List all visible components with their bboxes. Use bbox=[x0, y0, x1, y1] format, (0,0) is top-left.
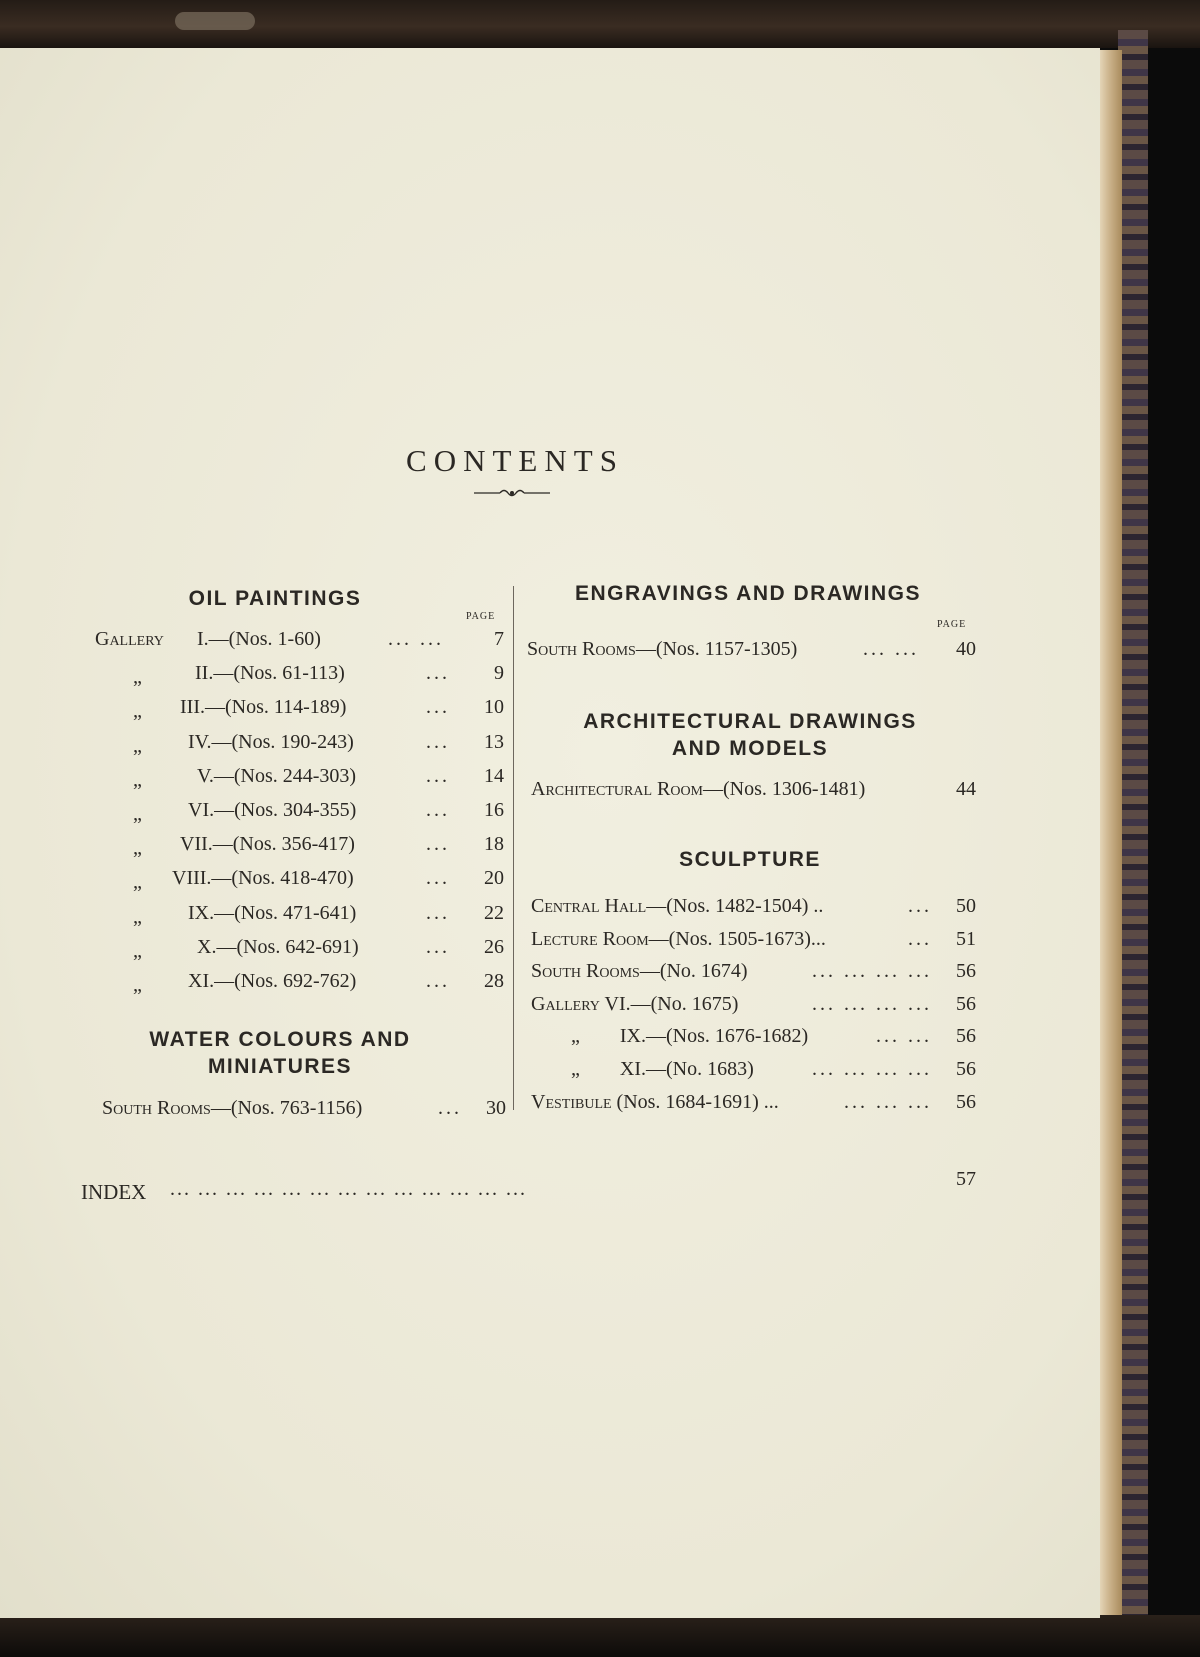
leader-dots: ... bbox=[908, 927, 932, 950]
page-number: 10 bbox=[484, 696, 504, 719]
oil-entry[interactable]: IV.—(Nos. 190-243) bbox=[188, 730, 354, 753]
page-number: 26 bbox=[484, 935, 504, 958]
page-column-header: PAGE bbox=[937, 619, 967, 630]
leader-dots: ... ... ... ... bbox=[812, 1058, 932, 1080]
water-colours-heading bbox=[120, 1026, 440, 1080]
entry-range: (Nos. 1684-1691) ... bbox=[611, 1090, 779, 1113]
entry-room: South Rooms bbox=[527, 638, 636, 660]
list-item[interactable] bbox=[531, 1087, 779, 1117]
index-label[interactable]: INDEX bbox=[81, 1180, 147, 1204]
ditto-mark: „ bbox=[133, 871, 142, 894]
entry-range: —(Nos. 763-1156) bbox=[210, 1097, 363, 1119]
leader-dots: ... bbox=[426, 970, 450, 992]
ditto-mark: „ bbox=[133, 905, 142, 928]
list-item[interactable] bbox=[531, 956, 748, 986]
entry-room: Gallery bbox=[531, 992, 600, 1015]
oil-entry[interactable]: VIII.—(Nos. 418-470) bbox=[172, 867, 354, 890]
page-number: 9 bbox=[494, 662, 504, 685]
ditto-mark: „ bbox=[133, 939, 142, 962]
entry-range: XI.—(No. 1683) bbox=[619, 1058, 754, 1080]
leader-dots: ... ... bbox=[388, 628, 444, 650]
ditto-mark: „ bbox=[133, 768, 142, 791]
leader-dots: ... ... bbox=[863, 638, 919, 660]
ditto-mark: „ bbox=[133, 700, 142, 723]
page-number: 51 bbox=[956, 927, 976, 950]
page-column-header: PAGE bbox=[466, 611, 496, 622]
page-number: 7 bbox=[494, 628, 504, 650]
list-item[interactable] bbox=[531, 891, 823, 921]
entry-range: —(No. 1674) bbox=[639, 960, 748, 983]
ditto-mark: „ bbox=[133, 974, 142, 996]
list-item[interactable] bbox=[531, 989, 738, 1019]
page-number: 50 bbox=[956, 895, 976, 917]
list-item[interactable] bbox=[531, 774, 865, 804]
entry-range: —(Nos. 1482-1504) .. bbox=[646, 895, 824, 917]
sculpture-heading: SCULPTURE bbox=[679, 848, 821, 871]
index-page-number: 57 bbox=[956, 1168, 976, 1190]
leader-dots: ... bbox=[426, 730, 450, 753]
leader-dots: ... ... ... ... bbox=[812, 960, 932, 983]
engravings-heading: ENGRAVINGS AND DRAWINGS bbox=[574, 582, 921, 605]
page-number: 44 bbox=[956, 778, 976, 800]
list-item[interactable] bbox=[571, 1021, 808, 1051]
oil-entry[interactable]: I.—(Nos. 1-60) bbox=[197, 628, 321, 650]
ditto-mark: „ bbox=[571, 1025, 580, 1048]
book-page bbox=[0, 48, 1100, 1618]
ditto-mark: „ bbox=[571, 1058, 580, 1080]
entry-range: VI.—(No. 1675) bbox=[599, 992, 739, 1015]
leader-dots: ... bbox=[426, 662, 450, 685]
oil-entry[interactable]: II.—(Nos. 61-113) bbox=[195, 662, 345, 685]
leader-dots: ... bbox=[426, 833, 450, 856]
entry-room: Architectural Room bbox=[531, 778, 704, 800]
ditto-mark: „ bbox=[133, 666, 142, 689]
ditto-mark: „ bbox=[133, 734, 142, 757]
page-number: 56 bbox=[956, 960, 976, 983]
oil-paintings-heading: OIL PAINTINGS bbox=[188, 587, 362, 610]
entry-room: Central Hall bbox=[531, 895, 647, 917]
water-colours-heading-line2: MINIATURES bbox=[207, 1055, 353, 1078]
page-number: 22 bbox=[484, 901, 504, 924]
list-item[interactable] bbox=[527, 634, 797, 664]
book-top-edge bbox=[0, 0, 1200, 48]
column-divider bbox=[513, 586, 514, 1110]
leader-dots: ... ... bbox=[876, 1025, 932, 1048]
page-number: 28 bbox=[484, 970, 504, 992]
book-bottom-edge bbox=[0, 1615, 1200, 1657]
gallery-prefix: Gallery bbox=[95, 628, 164, 650]
architectural-heading-line2: AND MODELS bbox=[671, 737, 829, 760]
water-colours-heading-line1: WATER COLOURS AND bbox=[149, 1028, 411, 1051]
page-number: 16 bbox=[484, 799, 504, 821]
page-title: CONTENTS bbox=[406, 443, 624, 478]
index-leader: ... ... ... ... ... ... ... ... ... ... ... ... ... bbox=[170, 1178, 527, 1200]
oil-entry[interactable]: VI.—(Nos. 304-355) bbox=[188, 799, 357, 821]
entry-range: —(Nos. 1306-1481) bbox=[703, 778, 866, 800]
list-item[interactable] bbox=[531, 924, 826, 954]
leader-dots: ... bbox=[426, 764, 450, 787]
page-number: 40 bbox=[956, 638, 976, 660]
title-ornament bbox=[472, 486, 552, 498]
page-number: 20 bbox=[484, 867, 504, 890]
page-number: 18 bbox=[484, 833, 504, 856]
entry-room: Vestibule bbox=[531, 1090, 612, 1113]
list-item[interactable] bbox=[102, 1093, 362, 1123]
leader-dots: ... ... ... bbox=[844, 1090, 932, 1113]
page-number: 13 bbox=[484, 730, 504, 753]
architectural-heading-line1: ARCHITECTURAL DRAWINGS bbox=[583, 710, 917, 733]
book-cover-edge bbox=[1118, 30, 1148, 1630]
entry-range: —(Nos. 1505-1673)... bbox=[648, 927, 826, 950]
entry-room: South Rooms bbox=[531, 960, 640, 983]
page-number: 56 bbox=[956, 992, 976, 1015]
oil-entry[interactable]: IX.—(Nos. 471-641) bbox=[188, 901, 357, 924]
architectural-heading bbox=[540, 708, 960, 762]
ditto-mark: „ bbox=[133, 803, 142, 825]
page-number: 56 bbox=[956, 1058, 976, 1080]
entry-range: —(Nos. 1157-1305) bbox=[635, 638, 798, 660]
oil-entry[interactable]: X.—(Nos. 642-691) bbox=[197, 935, 359, 958]
page-number: 56 bbox=[956, 1025, 976, 1048]
entry-room: South Rooms bbox=[102, 1097, 211, 1119]
oil-entry[interactable]: XI.—(Nos. 692-762) bbox=[188, 970, 357, 992]
entry-range: IX.—(Nos. 1676-1682) bbox=[619, 1025, 809, 1048]
leader-dots: ... bbox=[426, 867, 450, 890]
leader-dots: ... bbox=[426, 799, 450, 821]
page-block-edge bbox=[1098, 50, 1122, 1620]
ditto-mark: „ bbox=[133, 837, 142, 860]
leader-dots: ... bbox=[426, 696, 450, 719]
leader-dots: ... bbox=[908, 895, 932, 917]
page-number: 56 bbox=[956, 1090, 976, 1113]
entry-room: Lecture Room bbox=[531, 927, 649, 950]
page-number: 14 bbox=[484, 764, 504, 787]
list-item[interactable] bbox=[95, 624, 164, 654]
oil-entry[interactable]: VII.—(Nos. 356-417) bbox=[180, 833, 355, 856]
leader-dots: ... bbox=[426, 935, 450, 958]
leader-dots: ... bbox=[426, 901, 450, 924]
oil-entry[interactable]: V.—(Nos. 244-303) bbox=[197, 764, 357, 787]
page-number: 30 bbox=[486, 1097, 506, 1119]
leader-dots: ... bbox=[438, 1097, 462, 1119]
list-item[interactable] bbox=[571, 1054, 754, 1084]
oil-entry[interactable]: III.—(Nos. 114-189) bbox=[180, 696, 347, 719]
leader-dots: ... ... ... ... bbox=[812, 992, 932, 1015]
